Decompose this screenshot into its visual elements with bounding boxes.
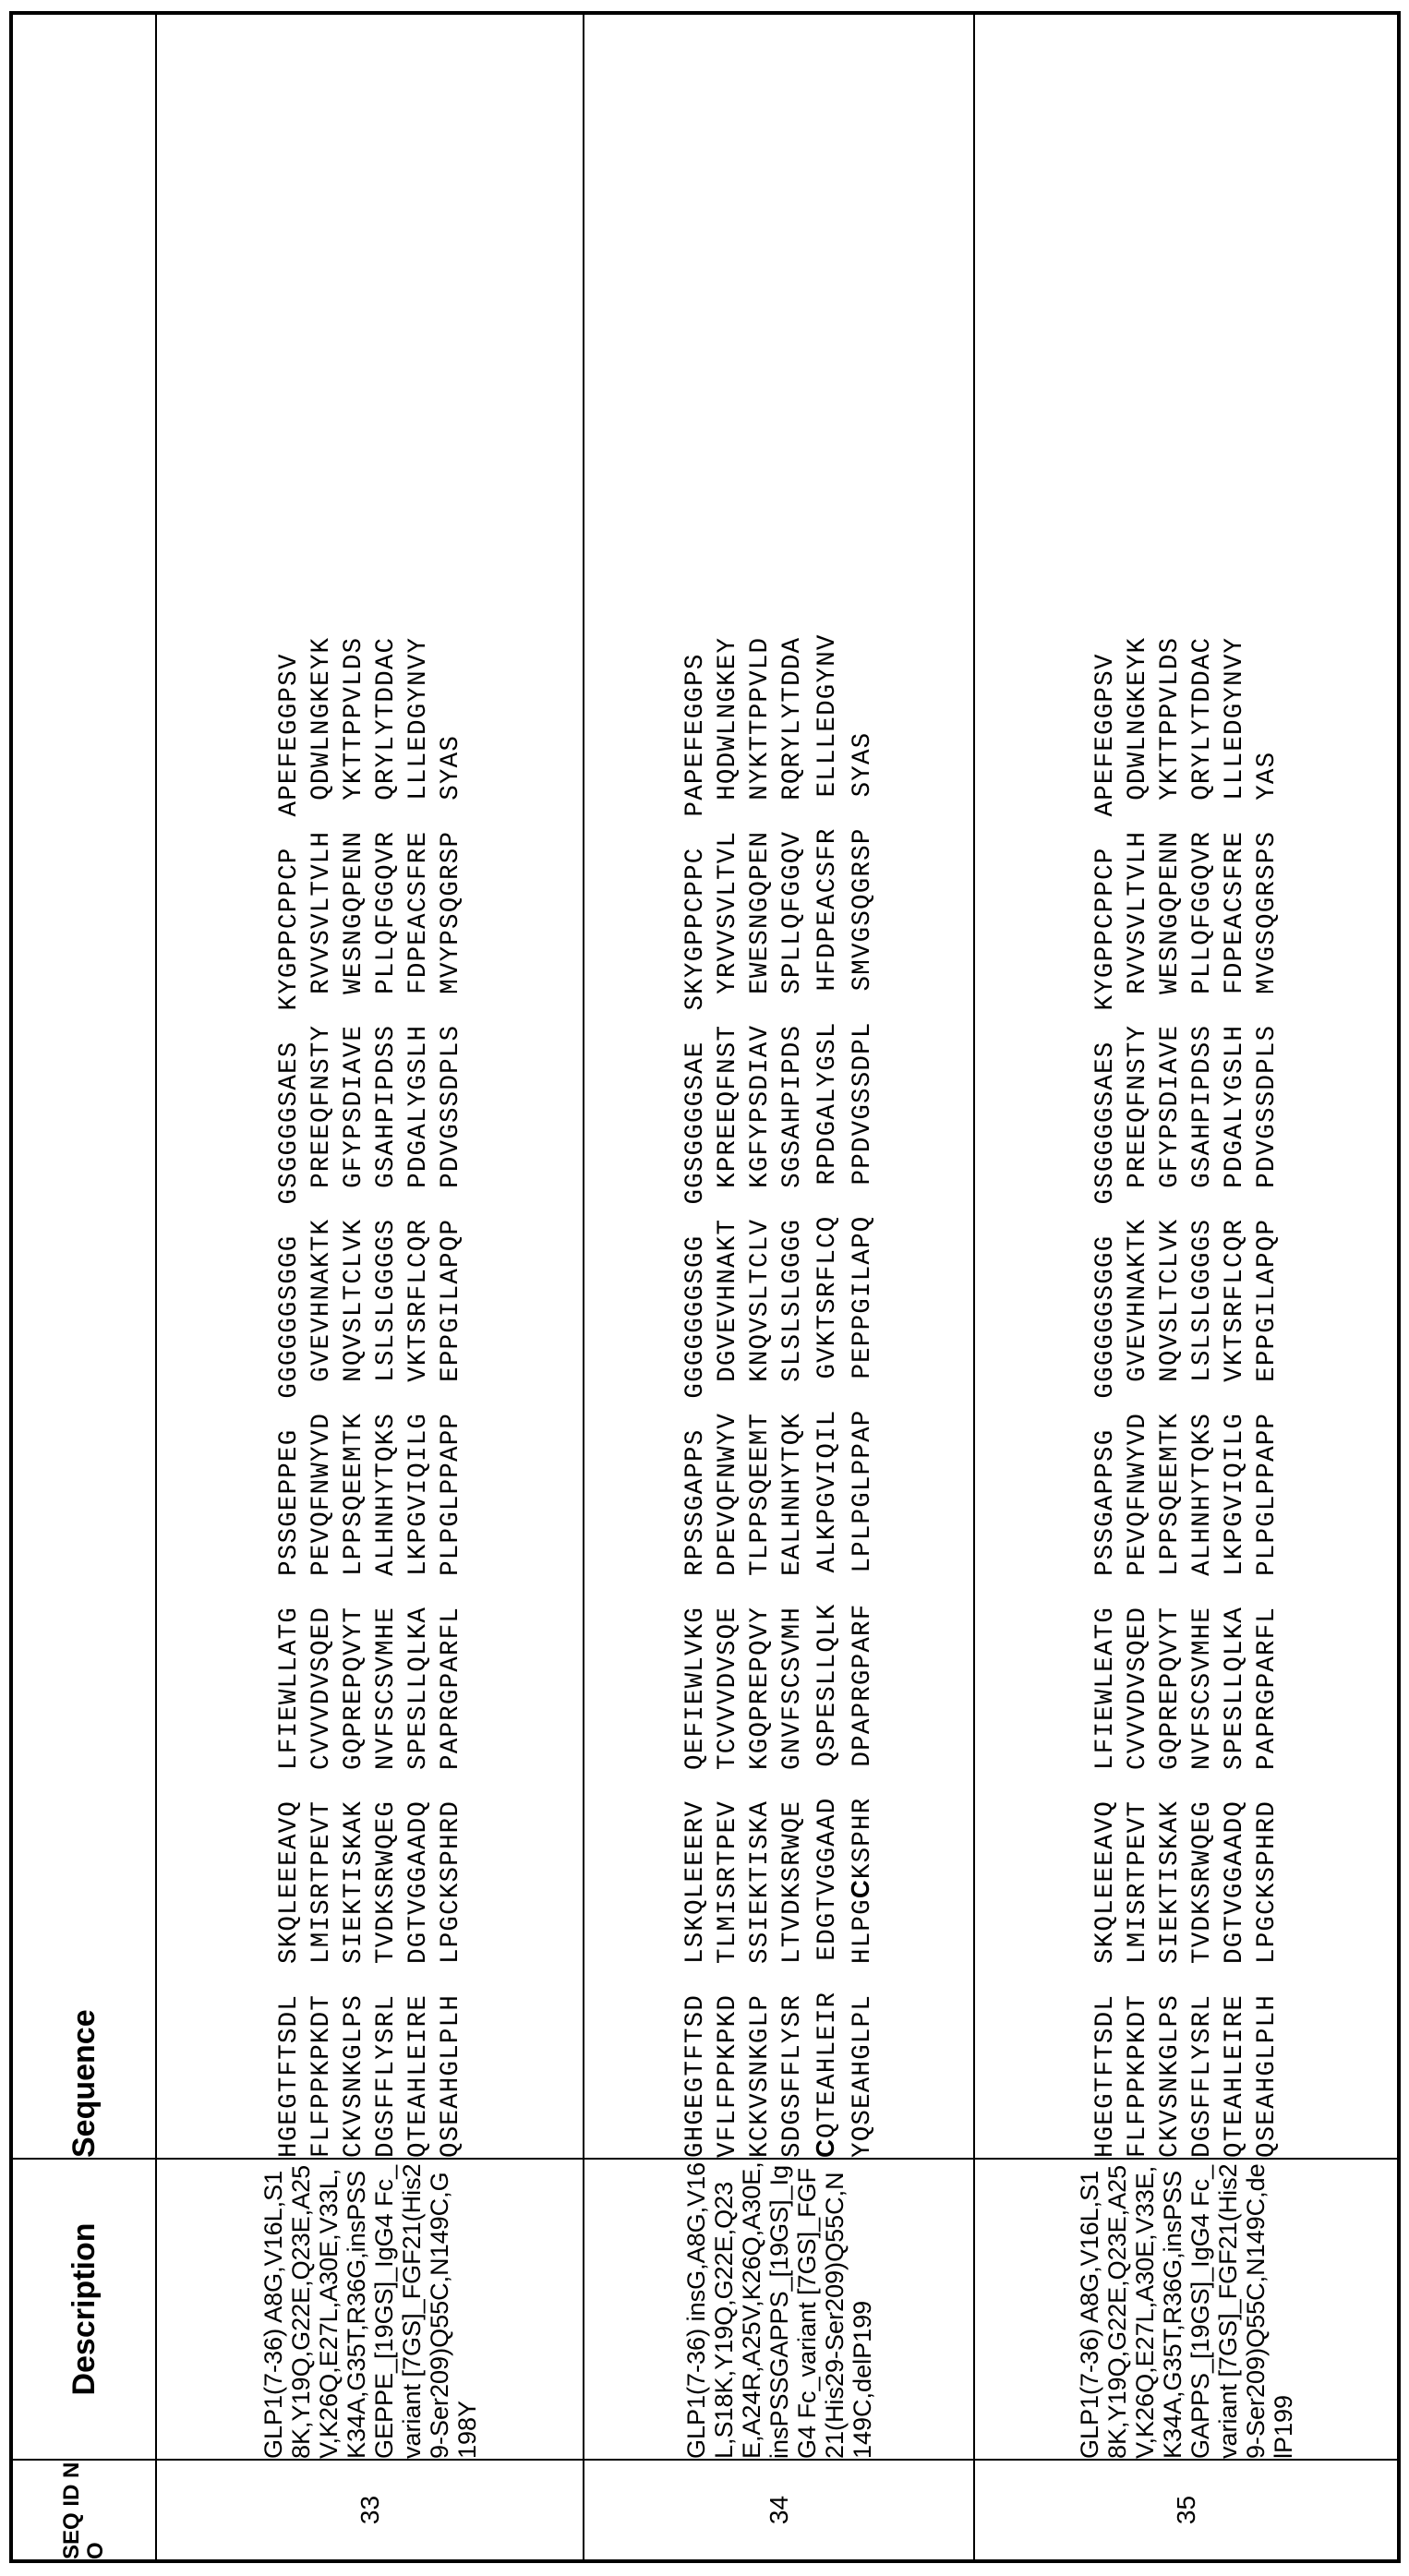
sequence-block: KPREEQFNST (713, 1024, 742, 1188)
sequence-line (1186, 15, 1219, 2158)
sequence-block: QEFIEWLVKG (680, 1606, 710, 1770)
sequence-block: PDVGSSDPLS (436, 1024, 465, 1188)
sequence-block: GFYPSDIAVE (339, 1024, 368, 1188)
sequence-block: QSPESLLQLK (813, 1603, 842, 1767)
table-header-row (11, 13, 156, 2561)
sequence-block: SPESLLQLKA (1220, 1606, 1249, 1770)
sequence-block: TLPPSQEEMT (745, 1412, 775, 1576)
sequence-line (744, 15, 777, 2158)
sequence-block: GGGGGGGSGG (680, 1234, 710, 1399)
sequence-block: ELLLEDGYNV (813, 633, 842, 798)
sequence-cell (156, 13, 584, 2159)
sequence-block: YKTTPPVLDS (339, 636, 368, 800)
sequence-line (370, 15, 403, 2158)
sequence-block: APEFEGGPSV (274, 653, 304, 817)
sequence-block: FDPEACSFRE (1220, 830, 1249, 994)
sequence-block: SGSAHPIPDS (777, 1024, 807, 1188)
sequence-block: PLLQFGGQVR (1187, 830, 1217, 994)
rotated-page (9, 11, 1398, 2563)
sequence-block: QSEAHGLPLH (436, 1993, 465, 2158)
sequence-line (712, 15, 744, 2158)
sequence-line (338, 15, 370, 2158)
sequence-block: VFLFPPKPKD (713, 1993, 742, 2158)
sequence-block: LSLSLGGGGS (1187, 1218, 1217, 1382)
sequence-block: RVVSVLTVLH (307, 830, 336, 994)
sequence-block: ALHNHYTQKS (1187, 1412, 1217, 1576)
sequence-block: ALKPGVIQIL (813, 1409, 842, 1573)
sequence-block: YKTTPPVLDS (1155, 636, 1185, 800)
sequence-block: DPAPRGPARF (848, 1603, 877, 1767)
highlighted-residue: C (810, 2137, 839, 2158)
sequence-block: KYGPPCPPCP (274, 847, 304, 1011)
sequence-block: PSSGAPPSG (1090, 1428, 1120, 1576)
sequence-block: LLLEDGYNVY (403, 636, 433, 800)
sequence-line (1219, 15, 1251, 2158)
sequence-block: LKPGVIQILG (403, 1412, 433, 1576)
sequence-block: NQVSLTCLVK (1155, 1218, 1185, 1382)
sequence-block: PSSGEPPEG (274, 1428, 304, 1576)
sequence-block: WESNGQPENN (339, 830, 368, 994)
sequence-block: SPLLQFGGQV (777, 830, 807, 994)
sequence-block: GFYPSDIAVE (1155, 1024, 1185, 1188)
sequence-block: APEFEGGPSV (1090, 653, 1120, 817)
sequence-block: QDWLNGKEYK (307, 636, 336, 800)
sequence-block: GNVFSCSVMH (777, 1606, 807, 1770)
sequence-line (777, 15, 809, 2158)
sequence-block: FDPEACSFRE (403, 830, 433, 994)
sequence-block: DGSFFLYSRL (1187, 1993, 1217, 2158)
seq-id-cell: 35 (974, 2460, 1399, 2561)
sequence-block: TVDKSRWQEG (1187, 1800, 1217, 1964)
sequence-block: SKYGPPCPPC (680, 847, 710, 1011)
sequence-block: YRVVSVLTVL (713, 830, 742, 994)
sequence-line (435, 15, 467, 2158)
sequence-block: MVGSQGRSPS (1252, 830, 1282, 994)
sequence-block: GSAHPIPDSS (371, 1024, 401, 1188)
sequence-block: DGVEVHNAKT (713, 1218, 742, 1382)
sequence-block: FLFPPKPKDT (307, 1993, 336, 2158)
sequence-block: NVFSCSVMHE (371, 1606, 401, 1770)
sequence-block: KYGPPCPPCP (1090, 847, 1120, 1011)
sequence-block: VKTSRFLCQR (403, 1218, 433, 1382)
seq-id-cell: 34 (584, 2460, 974, 2561)
sequence-block: SIEKTISKAK (339, 1800, 368, 1964)
sequence-block: PPDVGSSDPL (848, 1021, 877, 1186)
sequence-line (306, 15, 338, 2158)
sequence-block: QSEAHGLPLH (1252, 1993, 1282, 2158)
sequence-block: SKQLEEEAVQ (274, 1800, 304, 1964)
sequence-block: RPSSGAPPS (680, 1428, 710, 1576)
sequence-table (9, 11, 1401, 2563)
sequence-block: PAPRGPARFL (1252, 1606, 1282, 1770)
seq-id-cell: 33 (156, 2460, 584, 2561)
sequence-block: PDVGSSDPLS (1252, 1024, 1282, 1188)
sequence-block: TLMISRTPEV (713, 1800, 742, 1964)
sequence-block: LMISRTPEVT (307, 1800, 336, 1964)
sequence-block: PREEQFNSTY (1123, 1024, 1152, 1188)
sequence-block: HLPGCKSPHR (845, 1797, 877, 1964)
sequence-block: EALHNHYTQK (777, 1412, 807, 1576)
sequence-block: PEVQFNWYVD (307, 1412, 336, 1576)
sequence-line (1154, 15, 1186, 2158)
sequence-line (273, 15, 306, 2158)
sequence-line (680, 15, 712, 2158)
sequence-block: LTVDKSRWQE (777, 1800, 807, 1964)
sequence-block: PLPGLPPAPP (1252, 1412, 1282, 1576)
sequence-cell (584, 13, 974, 2159)
sequence-block: QRYLYTDDAC (1187, 636, 1217, 800)
sequence-block: LPPSQEEMTK (339, 1412, 368, 1576)
sequence-block: VKTSRFLCQR (1220, 1218, 1249, 1382)
sequence-block: HGEGTFTSDL (274, 1993, 304, 2158)
sequence-block: KNQVSLTCLV (745, 1218, 775, 1382)
sequence-block: DGSFFLYSRL (371, 1993, 401, 2158)
sequence-block: NQVSLTCLVK (339, 1218, 368, 1382)
sequence-block: YQSEAHGLPL (848, 1993, 877, 2158)
sequence-block: LPGCKSPHRD (1252, 1800, 1282, 1964)
table-row (974, 13, 1399, 2561)
sequence-block: LLLEDGYNVY (1220, 636, 1249, 800)
header-sequence: Sequence (11, 13, 156, 2159)
sequence-line (844, 15, 879, 2158)
sequence-block: EWESNGQPEN (745, 830, 775, 994)
sequence-line (1251, 15, 1283, 2158)
sequence-block: NVFSCSVMHE (1187, 1606, 1217, 1770)
sequence-block: GSGGGGSAES (1090, 1041, 1120, 1205)
sequence-block: GVKTSRFLCQ (813, 1215, 842, 1379)
sequence-block: LFIEWLEATG (1090, 1606, 1120, 1770)
sequence-line (403, 15, 435, 2158)
sequence-block: TCVVVDVSQE (713, 1606, 742, 1770)
sequence-block: HFDPEACSFR (813, 827, 842, 992)
sequence-block: EPPGILAPQP (436, 1218, 465, 1382)
sequence-line (1090, 15, 1122, 2158)
sequence-block: PLPGLPPAPP (436, 1412, 465, 1576)
sequence-block: QTEAHLEIRE (403, 1993, 433, 2158)
sequence-block: GGSGGGGSAE (680, 1041, 710, 1205)
sequence-block: FLFPPKPKDT (1123, 1993, 1152, 2158)
sequence-block: GHGEGTFTSD (680, 1993, 710, 2158)
sequence-line (1122, 15, 1154, 2158)
sequence-block: GGGGGGSGGG (274, 1234, 304, 1399)
sequence-block: PAPEFEGGPS (680, 653, 710, 817)
sequence-block: CVVVDVSQED (1123, 1606, 1152, 1770)
sequence-block: QRYLYTDDAC (371, 636, 401, 800)
sequence-block: LFIEWLLATG (274, 1606, 304, 1770)
sequence-block: KGFYPSDIAV (745, 1024, 775, 1188)
sequence-block: GGGGGGSGGG (1090, 1234, 1120, 1399)
sequence-block: EPPGILAPQP (1252, 1218, 1282, 1382)
sequence-block: RPDGALYGSL (813, 1021, 842, 1186)
sequence-block: HQDWLNGKEY (713, 636, 742, 800)
sequence-block: QTEAHLEIRE (1220, 1993, 1249, 2158)
sequence-block: LMISRTPEVT (1123, 1800, 1152, 1964)
sequence-block: PEVQFNWYVD (1123, 1412, 1152, 1576)
sequence-block: LPPSQEEMTK (1155, 1412, 1185, 1576)
sequence-block: DGTVGGAADQ (403, 1800, 433, 1964)
sequence-block: LPLPGLPPAP (848, 1409, 877, 1573)
sequence-block: NYKTTPPVLD (745, 636, 775, 800)
sequence-block: LPGCKSPHRD (436, 1800, 465, 1964)
sequence-block: CQTEAHLEIR (810, 1991, 842, 2158)
sequence-cell (974, 13, 1399, 2159)
sequence-block: WESNGQPENN (1155, 830, 1185, 994)
sequence-block: EDGTVGGAAD (813, 1797, 842, 1961)
description-cell: GLP1(7-36) A8G,V16L,S18K,Y19Q,G22E,Q23E,A25V,K26Q,E27L,A30E,V33L,K34A,G35T,R36G,insPSSGEPPE_[19GS]_IgG4 Fc_variant [7GS]_FGF21(His29-Ser209)Q55C,N149C,G198Y (156, 2159, 584, 2460)
sequence-block: RVVSVLTVLH (1123, 830, 1152, 994)
header-description: Description (11, 2159, 156, 2460)
sequence-block: HGEGTFTSDL (1090, 1993, 1120, 2158)
sequence-block: GSAHPIPDSS (1187, 1024, 1217, 1188)
sequence-block: MVYPSQGRSP (436, 830, 465, 994)
sequence-block: DGTVGGAADQ (1220, 1800, 1249, 1964)
sequence-block: SIEKTISKAK (1155, 1800, 1185, 1964)
sequence-block: LSKQLEEERV (680, 1800, 710, 1964)
sequence-block: SPESLLQLKA (403, 1606, 433, 1770)
sequence-block: SDGSFFLYSR (777, 1993, 807, 2158)
sequence-line (809, 15, 844, 2158)
sequence-block: DPEVQFNWYV (713, 1412, 742, 1576)
sequence-block: CVVVDVSQED (307, 1606, 336, 1770)
sequence-block: PEPPGILAPQ (848, 1215, 877, 1379)
sequence-block: SLSLSLGGGG (777, 1218, 807, 1382)
sequence-block: PAPRGPARFL (436, 1606, 465, 1770)
sequence-block: GQPREPQVYT (1155, 1606, 1185, 1770)
sequence-block: SYAS (436, 734, 465, 800)
sequence-block: GSGGGGSAES (274, 1041, 304, 1205)
sequence-block: PLLQFGGQVR (371, 830, 401, 994)
sequence-block: TVDKSRWQEG (371, 1800, 401, 1964)
sequence-block: QDWLNGKEYK (1123, 636, 1152, 800)
sequence-block: SYAS (848, 731, 877, 798)
sequence-block: KCKVSNKGLP (745, 1993, 775, 2158)
header-seq-id: SEQ ID NO (11, 2460, 156, 2561)
sequence-block: GVEVHNAKTK (307, 1218, 336, 1382)
sequence-block: PDGALYGSLH (1220, 1024, 1249, 1188)
sequence-block: GQPREPQVYT (339, 1606, 368, 1770)
sequence-block: SKQLEEEAVQ (1090, 1800, 1120, 1964)
table-row (584, 13, 974, 2561)
sequence-block: PDGALYGSLH (403, 1024, 433, 1188)
sequence-block: SMVGSQGRSP (848, 827, 877, 992)
description-cell: GLP1(7-36) A8G,V16L,S18K,Y19Q,G22E,Q23E,A25V,K26Q,E27L,A30E,V33E,K34A,G35T,R36G,insPSSGAPPS_[19GS]_IgG4 Fc_variant [7GS]_FGF21(His29-Ser209)Q55C,N149C,delP199 (974, 2159, 1399, 2460)
sequence-block: CKVSNKGLPS (1155, 1993, 1185, 2158)
sequence-block: KGQPREPQVY (745, 1606, 775, 1770)
sequence-block: SSIEKTISKA (745, 1800, 775, 1964)
sequence-block: GVEVHNAKTK (1123, 1218, 1152, 1382)
sequence-block: RQRYLYTDDA (777, 636, 807, 800)
sequence-block: PREEQFNSTY (307, 1024, 336, 1188)
description-cell: GLP1(7-36) insG,A8G,V16L,S18K,Y19Q,G22E,Q23E,A24R,A25V,K26Q,A30E,insPSSGAPPS_[19GS]_IgG4 Fc_variant [7GS]_FGF21(His29-Ser209)Q55C,N149C,delP199 (584, 2159, 974, 2460)
sequence-block: YAS (1252, 751, 1282, 800)
sequence-block: LSLSLGGGGS (371, 1218, 401, 1382)
table-row (156, 13, 584, 2561)
sequence-block: LKPGVIQILG (1220, 1412, 1249, 1576)
highlighted-residue: C (845, 1879, 874, 1899)
sequence-block: CKVSNKGLPS (339, 1993, 368, 2158)
sequence-block: ALHNHYTQKS (371, 1412, 401, 1576)
